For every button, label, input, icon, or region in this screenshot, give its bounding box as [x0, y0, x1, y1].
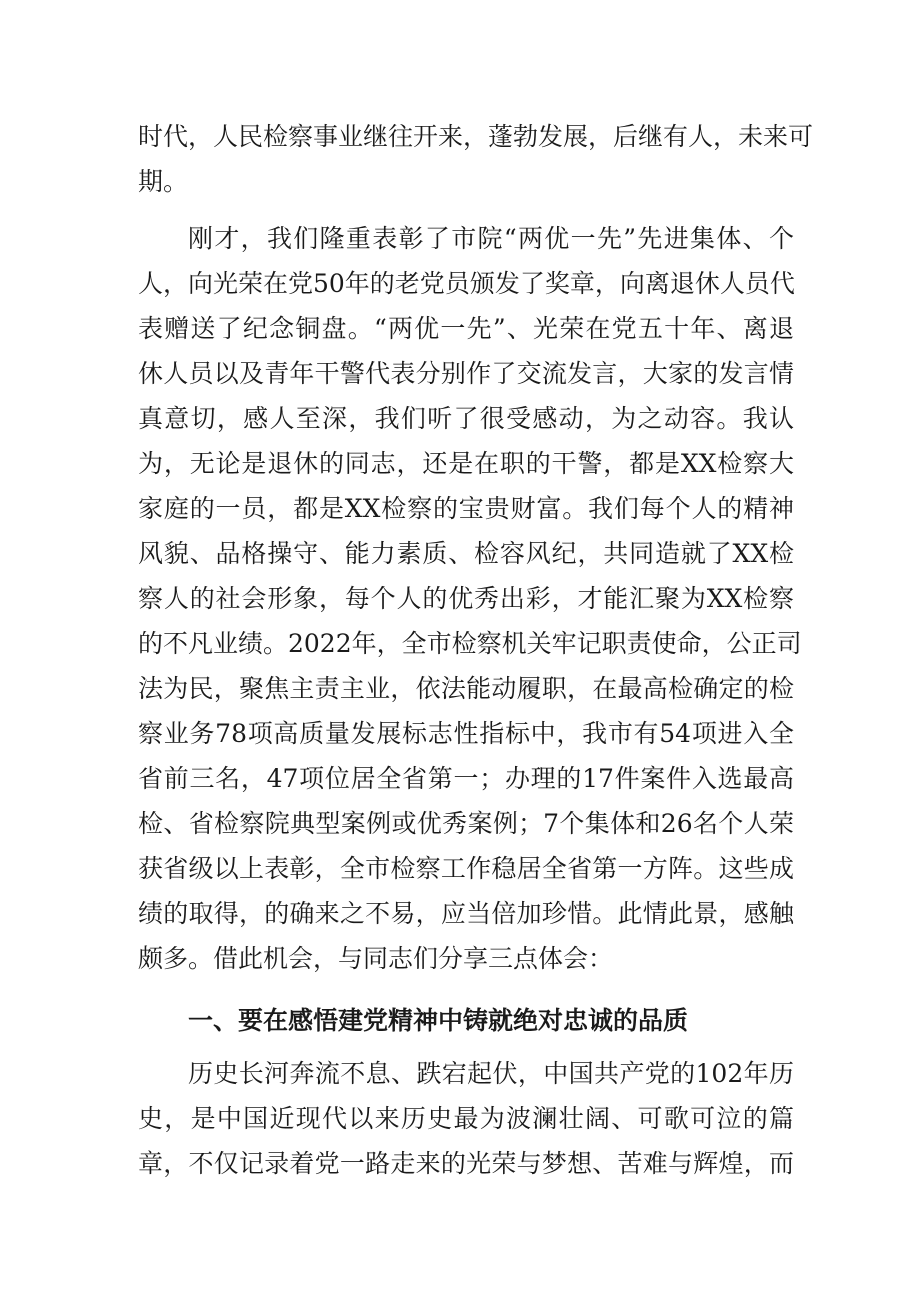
text-line: 察人的社会形象，每个人的优秀出彩，才能汇聚为XX检察 [138, 584, 794, 613]
document-body [138, 114, 814, 1186]
text-line: 真意切，感人至深，我们听了很受感动，为之动容。我认 [138, 404, 794, 433]
text-line: 颇多。借此机会，与同志们分享三点体会： [138, 944, 614, 973]
text-line: 获省级以上表彰，全市检察工作稳居全省第一方阵。这些成 [138, 854, 794, 883]
text-line: 绩的取得，的确来之不易，应当倍加珍惜。此情此景，感触 [138, 899, 794, 928]
text-line: 时代，人民检察事业继往开来，蓬勃发展，后继有人，未来可 [138, 122, 814, 151]
text-line: 家庭的一员，都是XX检察的宝贵财富。我们每个人的精神 [138, 494, 794, 523]
text-line: 人，向光荣在党50年的老党员颁发了奖章，向离退休人员代 [138, 269, 795, 298]
paragraph-3 [138, 1051, 794, 1186]
text-line: 风貌、品格操守、能力素质、检容风纪，共同造就了XX检 [138, 539, 794, 568]
text-line: 期。 [138, 167, 189, 196]
text-line: 历史长河奔流不息、跌宕起伏，中国共产党的102年历 [188, 1059, 794, 1088]
text-line: 检、省检察院典型案例或优秀案例；7个集体和26名个人荣 [138, 809, 794, 838]
text-line: 史，是中国近现代以来历史最为波澜壮阔、可歌可泣的篇 [138, 1104, 794, 1133]
text-line: 法为民，聚焦主责主业，依法能动履职，在最高检确定的检 [138, 674, 794, 703]
text-line: 为，无论是退休的同志，还是在职的干警，都是XX检察大 [138, 449, 794, 478]
section-heading: 一、要在感悟建党精神中铸就绝对忠诚的品质 [188, 1006, 689, 1035]
paragraph-1 [138, 114, 814, 204]
text-line: 省前三名，47项位居全省第一；办理的17件案件入选最高 [138, 764, 794, 793]
text-line: 的不凡业绩。2022年，全市检察机关牢记职责使命，公正司 [138, 629, 802, 658]
text-line: 察业务78项高质量发展标志性指标中，我市有54项进入全 [138, 719, 794, 748]
text-line: 休人员以及青年干警代表分别作了交流发言，大家的发言情 [138, 359, 794, 388]
text-line: 章，不仅记录着党一路走来的光荣与梦想、苦难与辉煌，而 [138, 1149, 794, 1178]
paragraph-2 [138, 216, 802, 981]
text-line: 表赠送了纪念铜盘。“两优一先”、光荣在党五十年、离退 [138, 314, 794, 343]
text-line: 刚才，我们隆重表彰了市院“两优一先”先进集体、个 [188, 224, 794, 253]
